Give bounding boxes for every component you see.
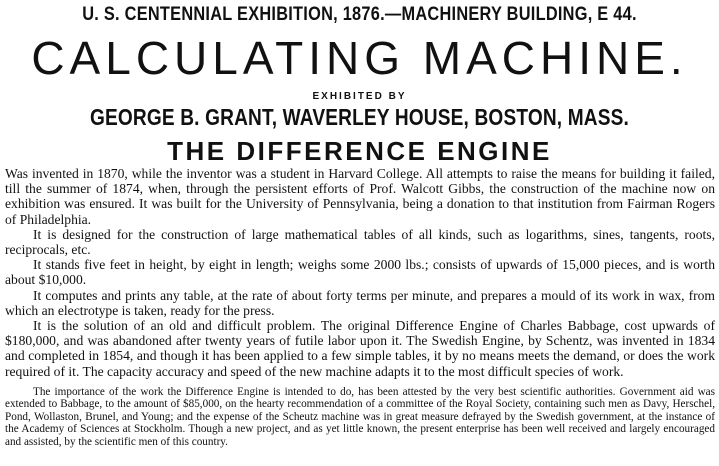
body-text <box>5 166 715 379</box>
paragraph: It is the solution of an old and difficult problem. The original Difference Engine of Charles Babbage, cost upwards of $180,000, and was abandoned after twenty years of futile labor upon it. The Swedish Engine, by Schentz, was invented in 1834 and completed in 1854, and though it has been applied to a few simple tables, it by no means meets the demand, or does the work required of it. The capacity accuracy and speed of the new machine adapts it to the most difficult species of work. <box>5 318 715 379</box>
paragraph: Was invented in 1870, while the inventor was a student in Harvard College. All attempts to raise the means for building it failed, till the summer of 1874, when, through the persistent efforts of Prof. Walcott Gibbs, the construction of the machine now on exhibition was ensured. It was built for the University of Pennsylvania, being a donation to that institution from Fairman Rogers of Philadelphia. <box>5 166 715 227</box>
exhibited-by-label: EXHIBITED BY <box>312 91 407 102</box>
exhibitor-name: GEORGE B. GRANT, WAVERLEY HOUSE, BOSTON, MASS. <box>89 104 630 130</box>
paragraph: It stands five feet in height, by eight in length; weighs some 2000 lbs.; consists of upwards of 15,000 pieces, and is worth about $10,000. <box>5 257 715 288</box>
paragraph: It is designed for the construction of large mathematical tables of all kinds, such as logarithms, sines, tangents, roots, reciprocals, etc. <box>5 226 715 258</box>
subtitle: THE DIFFERENCE ENGINE <box>167 136 552 166</box>
footnote <box>5 386 715 448</box>
footnote-text: The importance of the work the Difference Engine is intended to do, has been attested by the very best scientific authorities. Government aid was extended to Babbage, to the amount of $85,000, on the hearty recommendation of a committee of the Royal Society, containing such men as Davy, Herschel, Pond, Wollaston, Brunel, and Young; and the expense of the Scheutz machine was in great measure defrayed by the Swedish government, at the instance of the Academy of Sciences at Stockholm. Though a new project, and as yet little known, the present enterprise has been well received and largely encouraged and assisted, by the scientific men of this country. <box>5 386 715 448</box>
page-title: CALCULATING MACHINE. <box>31 32 688 84</box>
paragraph: It computes and prints any table, at the rate of about forty terms per minute, and prepares a mould of its work in wax, from which an electrotype is taken, ready for the press. <box>5 287 715 318</box>
exhibition-heading: U. S. CENTENNIAL EXHIBITION, 1876.—MACHINERY BUILDING, E 44. <box>82 4 637 25</box>
